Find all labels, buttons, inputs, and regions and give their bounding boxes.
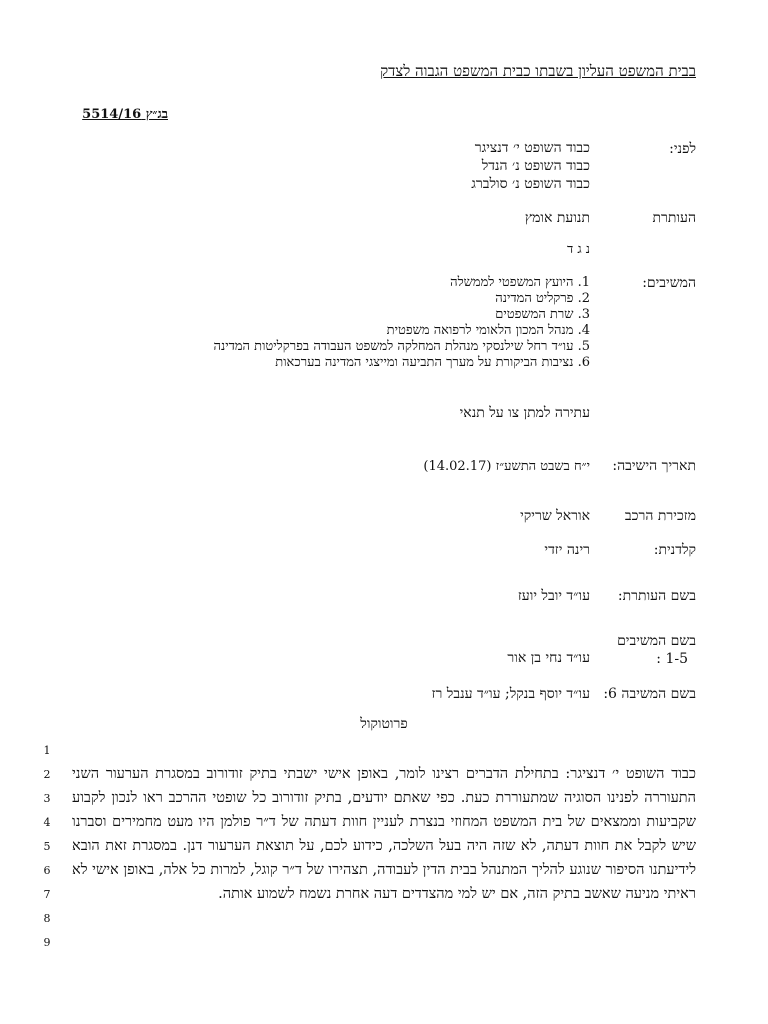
petitioner-counsel-label: בשם העותרת: (617, 588, 696, 604)
respondents-counsel-label-range: 1-5 : (656, 651, 688, 667)
respondents-counsel-label: בשם המשיבים (617, 633, 696, 649)
line-number-7: 7 (43, 888, 51, 901)
line-number-4: 4 (43, 816, 51, 829)
respondent-1: 1. היועץ המשפטי לממשלה (450, 275, 590, 290)
respondent-6: 6. נציבות הביקורת על מערך התביעה ומייצגי המדינה בערכאות (275, 355, 590, 370)
line-number-5: 5 (43, 840, 51, 853)
respondent-5: 5. עו״ד רחל שילנסקי מנהלת המחלקה למשפט העבודה בפרקליטות המדינה (213, 339, 590, 354)
protocol-title: פרוטוקול (360, 716, 408, 732)
typist-value: רינה יזדי (544, 542, 590, 558)
hearing-date-label: תאריך הישיבה: (612, 458, 696, 474)
line-number-2: 2 (43, 768, 51, 781)
respondents-list (213, 275, 590, 371)
line-number-1: 1 (43, 744, 51, 757)
respondent-4: 4. מנהל המכון הלאומי לרפואה משפטית (386, 323, 590, 338)
respondent6-counsel-value: עו״ד יוסף בנקל; עו״ד ענבל רז (431, 686, 590, 702)
respondent-2: 2. פרקליט המדינה (495, 291, 590, 306)
line-number-6: 6 (43, 864, 51, 877)
respondents-counsel-value: עו״ד נחי בן אור (507, 650, 590, 666)
hearing-date-value: י״ח בשבט התשע״ז (14.02.17) (423, 459, 590, 474)
protocol-paragraph: כבוד השופט י׳ דנציגר: בתחילת הדברים רצינו לומר, באופן אישי ישבתי בתיק זודורוב במסגרת הערעור השני התעוררה לפנינו הסוגיה שמתעוררת כעת. כפי שאתם יודעים, בתיק זודורוב כל שופטי ההרכב ראו לנכון לקבוע שקביעות וממצאים של בית המשפט המחוזי בנצרת לעניין חוות דעתה של ד״ר פולמן היו מעט מחמירים וסברנו שיש לקבל את חוות דעתה, לא שזה היה בעל השלכה, כידוע לכם, על תוצאת הערעור דנן. במסגרת זאת הובא לידיעתנו הסיפור שנוגע להליך המתנהל בבית הדין לעבודה, תצהירו של ד״ר קוגל, למרות כל אלה, באופן אישי לא ראיתי מניעה שאשב בתיק הזה, אם יש למי מהצדדים דעה אחרת נשמח לשמוע אותה. (72, 766, 696, 902)
court-title: בבית המשפט העליון בשבתו כבית המשפט הגבוה לצדק (380, 62, 696, 80)
typist-label: קלדנית: (653, 542, 696, 558)
line-number-3: 3 (43, 792, 51, 805)
clerk-label: מזכירת הרכב (624, 508, 696, 524)
judge-2: כבוד השופט נ׳ הנדל (481, 158, 590, 174)
respondent-3: 3. שרת המשפטים (495, 307, 590, 322)
panel-label: לפני: (669, 141, 696, 157)
respondent6-counsel-label: בשם המשיבה 6: (603, 686, 696, 702)
petitioner-name: תנועת אומץ (524, 210, 590, 226)
case-number: בג״ץ 5514/16 (82, 107, 168, 122)
judges-list (471, 139, 590, 193)
petitioner-counsel-value: עו״ד יובל יועז (517, 588, 590, 604)
respondents-label: המשיבים: (642, 275, 696, 291)
judge-3: כבוד השופט נ׳ סולברג (471, 176, 590, 192)
judge-1: כבוד השופט י׳ דנציגר (474, 140, 590, 156)
versus: נ ג ד (566, 242, 590, 257)
clerk-value: אוראל שריקי (520, 508, 590, 524)
line-number-8: 8 (43, 912, 51, 925)
line-number-9: 9 (43, 936, 51, 949)
proceeding-type: עתירה למתן צו על תנאי (459, 405, 590, 421)
petitioner-label: העותרת (652, 210, 696, 226)
